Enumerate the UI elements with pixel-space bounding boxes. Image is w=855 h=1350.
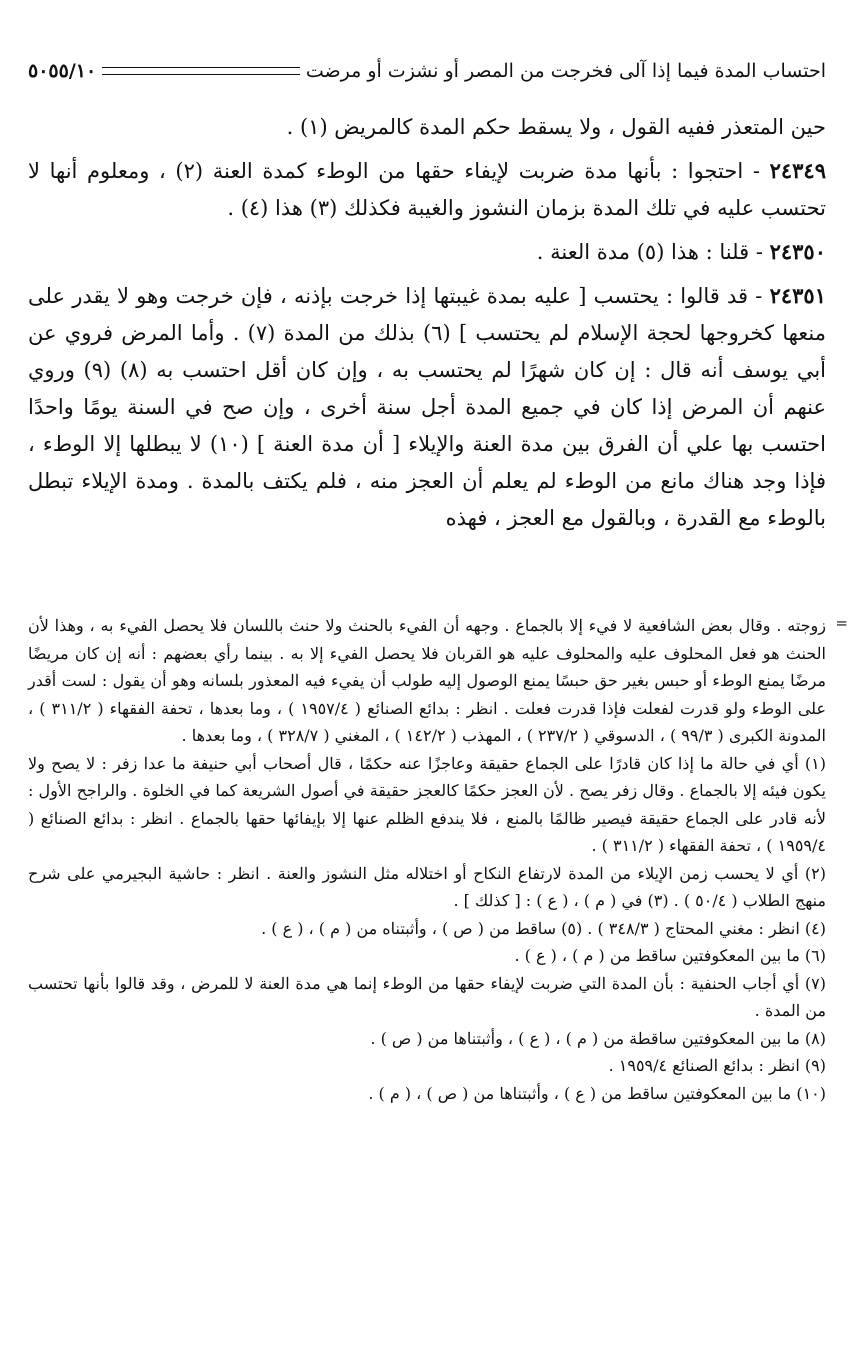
paragraph-number: ٢٤٣٥١ <box>769 283 826 308</box>
running-header <box>28 54 826 88</box>
footnote-separator <box>28 604 848 632</box>
footnote: (٩) انظر : بدائع الصنائع ١٩٥٩/٤ . <box>608 1056 826 1075</box>
footnote: (٨) ما بين المعكوفتين ساقطة من ( م ) ، ( ع ) ، وأثبتناها من ( ص ) . <box>370 1028 826 1048</box>
page-number: ٥٠٥٥/١٠ <box>28 60 97 82</box>
running-title: احتساب المدة فيما إذا آلى فخرجت من المصر أو نشزت أو مرضت <box>305 60 826 82</box>
footnote: (٦) ما بين المعكوفتين ساقط من ( م ) ، ( ع ) . <box>514 946 826 965</box>
footnote: (٤) انظر : مغني المحتاج ( ٣٤٨/٣ ) . (٥) ساقط من ( ص ) ، وأثبتناه من ( م ) ، ( ع ) . <box>261 918 826 938</box>
paragraph-text: - احتجوا : بأنها مدة ضربت لإيفاء حقها من الوطء كمدة العنة (٢) ، ومعلوم أنها لا تحتسب عليه في تلك المدة بزمان النشوز والغيبة فكذلك (٣) هذا (٤) . <box>28 159 826 220</box>
footnote: (١٠) ما بين المعكوفتين ساقط من ( ع ) ، وأثبتناها من ( ص ) ، ( م ) . <box>368 1083 826 1103</box>
paragraph-number: ٢٤٣٥٠ <box>769 239 826 264</box>
footnotes <box>28 612 826 1107</box>
paragraph <box>28 233 826 271</box>
footnote: (١) أي في حالة ما إذا كان قادرًا على الجماع حقيقة وعاجزًا عنه حكمًا ، قال أصحاب أبي حنيفة ما عدا زفر : لا يصح ولا يكون فيئه إلا بالجماع . وقال زفر يصح . لأن العجز حكمًا كالعجز حقيقة في أصول الشريعة كما في الخلوة . والراجح الأول : لأنه قادر على الجماع حقيقة فيصير ظالمًا بالمنع ، فلا يندفع الظلم عنها إلا بإيفائها حقها بالجماع . انظر : بدائع الصنائع ( ١٩٥٩/٤ ) ، تحفة الفقهاء ( ٣١١/٢ ) . <box>28 753 827 855</box>
main-text <box>28 108 826 543</box>
paragraph <box>28 277 826 537</box>
continuation-mark: = <box>835 614 848 632</box>
paragraph-text: حين المتعذر ففيه القول ، ولا يسقط حكم المدة كالمريض (١) . <box>286 115 826 139</box>
book-page <box>28 0 848 1350</box>
header-double-rule <box>102 67 300 75</box>
paragraph-text: - قد قالوا : يحتسب [ عليه بمدة غيبتها إذا خرجت بإذنه ، فإن خرجت وهو لا يقدر على منعها كخروجها لحجة الإسلام لم يحتسب ] (٦) بذلك من المدة (٧) . وأما المرض فروي عن أبي يوسف أنه قال : إن كان شهرًا لم يحتسب به ، وإن كان أقل احتسب به (٨) (٩) وروي عنهم أن المرض إذا كان في جميع المدة أجل سنة أخرى ، وإن صح في السنة يومًا واحدًا احتسب بها علي أن الفرق بين مدة العنة والإيلاء [ أن مدة العنة ] (١٠) لا يبطلها إلا الوطء ، فإذا وجد هناك مانع من الوطء لم يعلم أن العجز منه ، فلم يكتف بالمدة . ومدة الإيلاء تبطل بالوطء مع القدرة ، وبالقول مع العجز ، فهذه <box>28 284 827 530</box>
footnote: زوجته . وقال بعض الشافعية لا فيء إلا بالجماع . وجهه أن الفيء بالحنث ولا حنث باللسان فلا يحصل الفيء به ، وهذا لأن الحنث هو فعل المحلوف عليه والمحلوف عليه هو القربان فلا يحصل الفيء إلا به . بينما رأي بعضهم : أنه إن كان مريضًا مرضًا يمنع الوطء أو حبس بغير حق حبسًا يمنع الوصول إليه طولب أن يفيء فيه المعذور بلسانه وهو أن يقول : لست أقدر على الوطء ولو قدرت لفعلت فإذا قدرت فعلت . انظر : بدائع الصنائع ( ١٩٥٧/٤ ) ، وما بعدها ، تحفة الفقهاء ( ٣١١/٢ ) ، المدونة الكبرى ( ٩٩/٣ ) ، الدسوقي ( ٢٣٧/٢ ) ، المهذب ( ١٤٢/٢ ) ، المغني ( ٣٢٨/٧ ) ، وما بعدها . <box>28 616 826 745</box>
paragraph-number: ٢٤٣٤٩ <box>769 158 826 183</box>
footnote: (٢) أي لا يحسب زمن الإيلاء من المدة لارتفاع النكاح أو اختلاله مثل النشوز والعنة . انظر : حاشية البجيرمي على شرح منهج الطلاب ( ٥٠/٤ ) . (٣) في ( م ) ، ( ع ) : [ كذلك ] . <box>28 863 826 910</box>
paragraph-text: - قلنا : هذا (٥) مدة العنة . <box>536 240 770 264</box>
paragraph <box>28 152 826 227</box>
paragraph <box>28 108 826 146</box>
footnote: (٧) أي أجاب الحنفية : بأن المدة التي ضربت لإيفاء حقها من الوطء إنما هي مدة العنة لا للمرض ، وقد قالوا بأنها تحتسب من المدة . <box>28 973 827 1020</box>
